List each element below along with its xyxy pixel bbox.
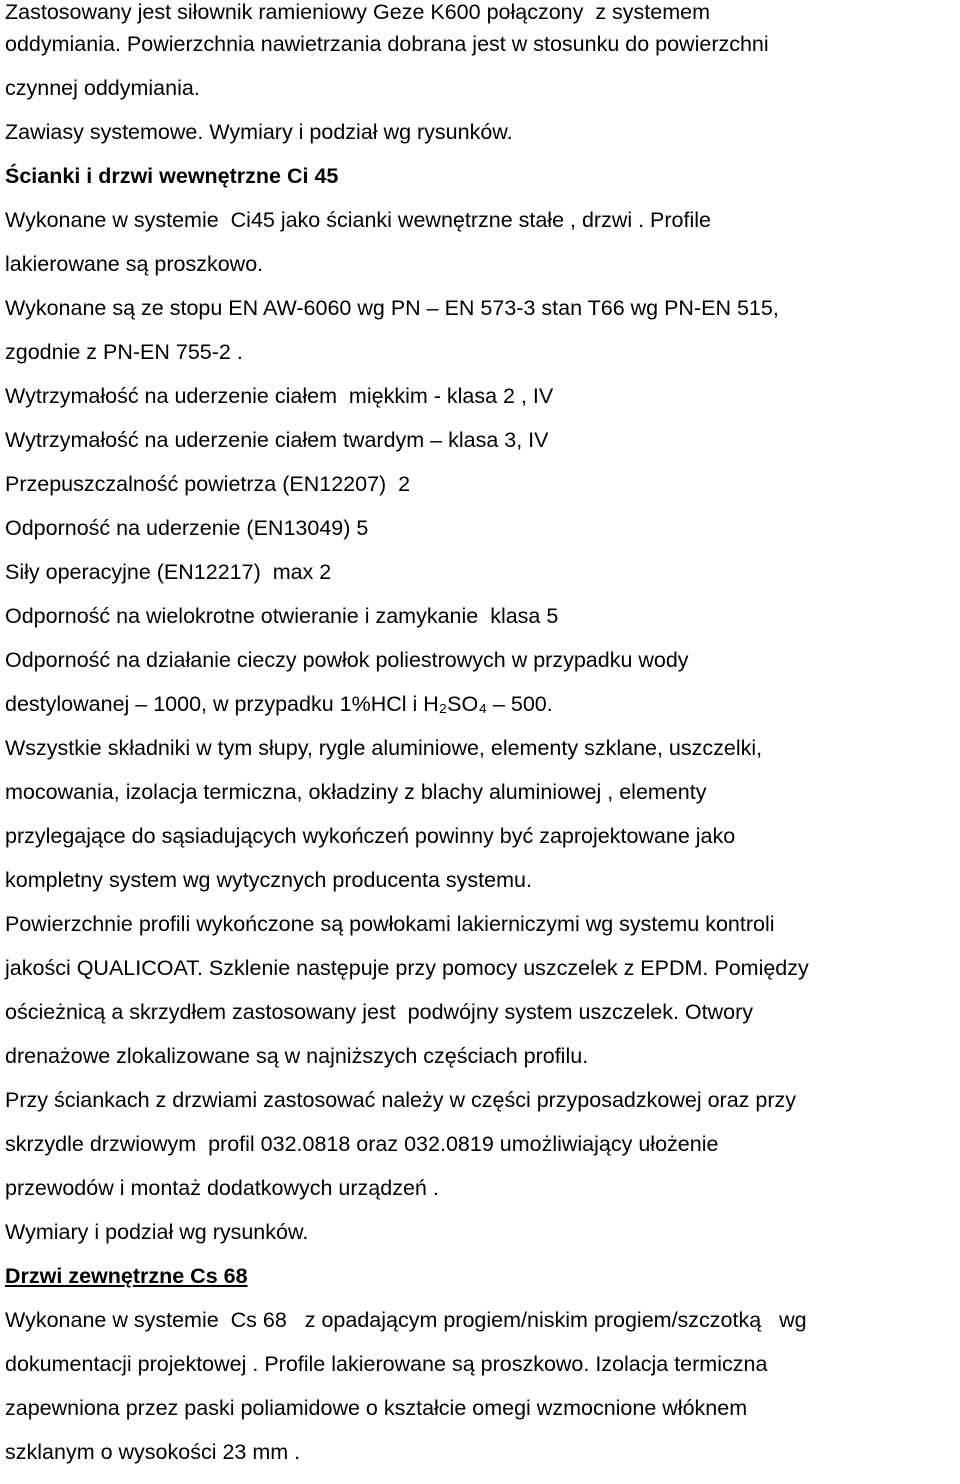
text-line: przylegające do sąsiadujących wykończeń powinny być zaprojektowane jako	[5, 824, 736, 848]
text-line: Odporność na uderzenie (EN13049) 5	[5, 516, 369, 540]
text-line: Odporność na działanie cieczy powłok poliestrowych w przypadku wody	[5, 648, 689, 672]
document-page	[5, 0, 960, 1484]
text-line: Wykonane są ze stopu EN AW-6060 wg PN – EN 573-3 stan T66 wg PN-EN 515,	[5, 296, 779, 320]
text-line: czynnej oddymiania.	[5, 76, 200, 100]
text-line: Wytrzymałość na uderzenie ciałem twardym – klasa 3, IV	[5, 428, 549, 452]
text-line: drenażowe zlokalizowane są w najniższych częściach profilu.	[5, 1044, 589, 1068]
text-line: Powierzchnie profili wykończone są powłokami lakierniczymi wg systemu kontroli	[5, 912, 775, 936]
text-line: Wykonane w systemie Cs 68 z opadającym progiem/niskim progiem/szczotką wg	[5, 1308, 807, 1332]
text-line: Przy ściankach z drzwiami zastosować należy w części przyposadzkowej oraz przy	[5, 1088, 796, 1112]
text-line: Wszystkie składniki w tym słupy, rygle aluminiowe, elementy szklane, uszczelki,	[5, 736, 763, 760]
text-line: Odporność na wielokrotne otwieranie i zamykanie klasa 5	[5, 604, 559, 628]
text-line: Siły operacyjne (EN12217) max 2	[5, 560, 332, 584]
text-line: Wymiary i podział wg rysunków.	[5, 1220, 309, 1244]
section-heading-exterior-doors: Drzwi zewnętrzne Cs 68	[5, 1264, 248, 1288]
text-line: przewodów i montaż dodatkowych urządzeń .	[5, 1176, 439, 1200]
text-line: skrzydle drzwiowym profil 032.0818 oraz 032.0819 umożliwiający ułożenie	[5, 1132, 719, 1156]
text-line: dokumentacji projektowej . Profile lakierowane są proszkowo. Izolacja termiczna	[5, 1352, 768, 1376]
text-line: Zawiasy systemowe. Wymiary i podział wg rysunków.	[5, 120, 513, 144]
text-line: ościeżnicą a skrzydłem zastosowany jest podwójny system uszczelek. Otwory	[5, 1000, 753, 1024]
text-line: Wykonane w systemie Ci45 jako ścianki wewnętrzne stałe , drzwi . Profile	[5, 208, 711, 232]
text-line: kompletny system wg wytycznych producenta systemu.	[5, 868, 532, 892]
text-line: Przepuszczalność powietrza (EN12207) 2	[5, 472, 411, 496]
section-heading-interior-walls: Ścianki i drzwi wewnętrzne Ci 45	[5, 164, 339, 188]
text-line: jakości QUALICOAT. Szklenie następuje przy pomocy uszczelek z EPDM. Pomiędzy	[5, 956, 809, 980]
text-line: lakierowane są proszkowo.	[5, 252, 264, 276]
text-line: mocowania, izolacja termiczna, okładziny z blachy aluminiowej , elementy	[5, 780, 707, 804]
text-line: zgodnie z PN-EN 755-2 .	[5, 340, 243, 364]
text-line: zapewniona przez paski poliamidowe o kształcie omegi wzmocnione włóknem	[5, 1396, 748, 1420]
text-line: oddymiania. Powierzchnia nawietrzania dobrana jest w stosunku do powierzchni	[5, 32, 769, 56]
text-line: szklanym o wysokości 23 mm .	[5, 1440, 301, 1464]
text-line: Zastosowany jest siłownik ramieniowy Geze K600 połączony z systemem	[5, 0, 711, 24]
text-line: Wytrzymałość na uderzenie ciałem miękkim - klasa 2 , IV	[5, 384, 554, 408]
text-line: destylowanej – 1000, w przypadku 1%HCl i H₂SO₄ – 500.	[5, 692, 553, 716]
